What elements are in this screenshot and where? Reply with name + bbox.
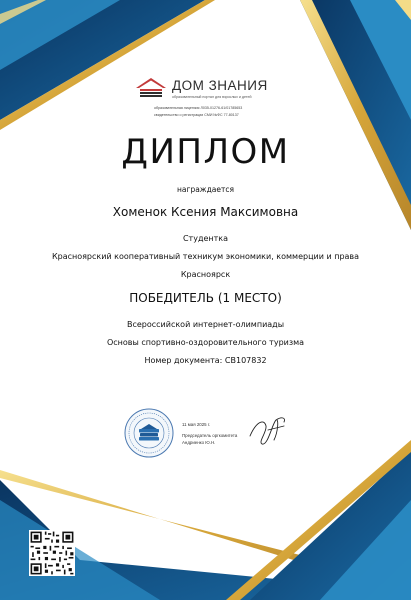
registration-line: свидетельство о регистрации СМИ №ФС 77-80137 [154, 113, 239, 117]
qr-code-icon [29, 530, 75, 576]
recipient-name: Хоменок Ксения Максимовна [112, 205, 299, 219]
house-logo-icon [134, 76, 168, 100]
license-line: образовательная лицензия Л035-01276-61/01785653 [154, 106, 243, 110]
sign-role: Председатель оргкомитета [182, 433, 238, 438]
city-name: Красноярск [180, 270, 231, 279]
logo-subtitle: образовательный портал для взрослых и детей [172, 95, 252, 99]
dom-znaniya-logo [134, 76, 284, 126]
document-number: Номер документа: СВ107832 [144, 356, 267, 365]
sign-date: 11 мая 2025 г. [182, 422, 211, 427]
recipient-status: Студентка [182, 234, 229, 243]
logo-title: ДОМ ЗНАНИЯ [172, 78, 268, 93]
signature-block [182, 421, 237, 446]
handwritten-signature-icon [246, 412, 288, 452]
subject-name: Основы спортивно-оздоровительного туризма [106, 338, 305, 347]
diploma-title: ДИПЛОМ [121, 132, 290, 172]
organization-name: Красноярский кооперативный техникум экономики, коммерции и права [51, 252, 360, 261]
place-award: ПОБЕДИТЕЛЬ (1 МЕСТО) [129, 291, 282, 305]
awarded-label: награждается [177, 185, 234, 194]
seal-stamp-icon [124, 408, 174, 458]
sign-person: Андриенко Ю.Н. [182, 440, 216, 445]
event-name: Всероссийской интернет-олимпиады [126, 320, 285, 329]
